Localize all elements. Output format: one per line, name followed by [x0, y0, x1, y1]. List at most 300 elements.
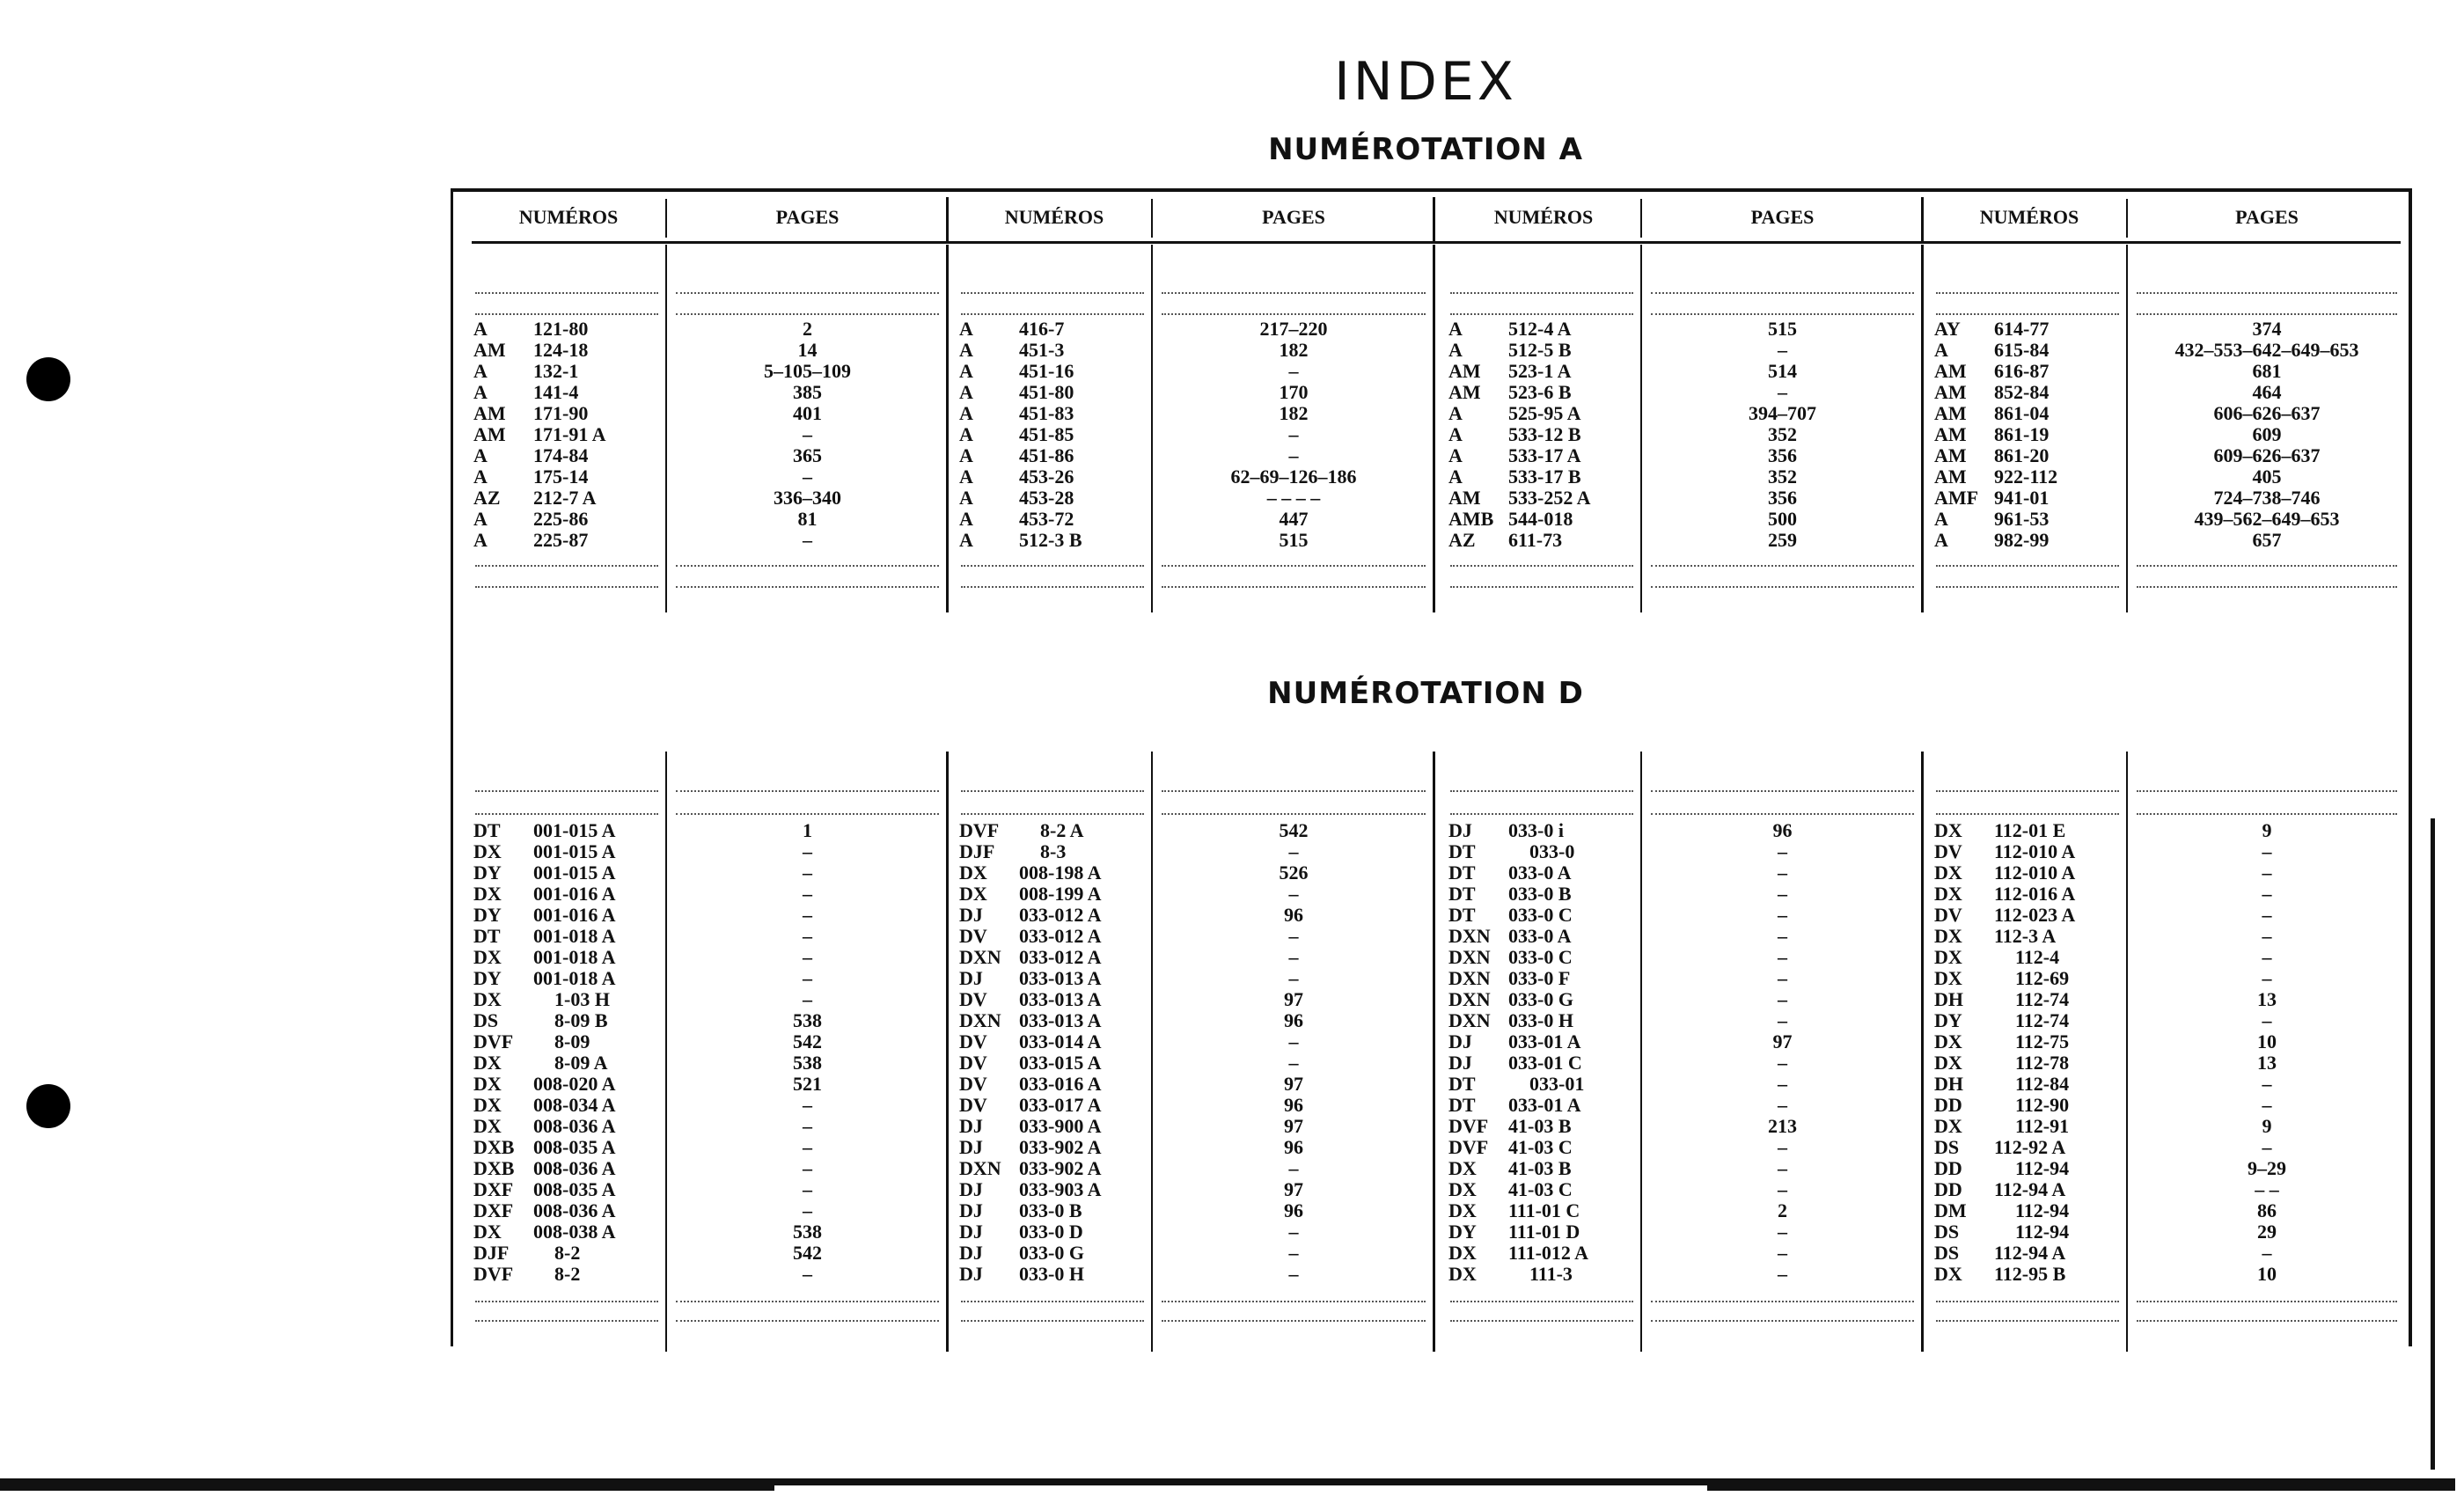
entry-number: 112-3 A [1994, 925, 2057, 947]
header-separator [1921, 197, 1924, 241]
entry-pages: 29 [2257, 1221, 2277, 1243]
entry-prefix: A [1448, 466, 1463, 488]
entry-number: 1-03 H [554, 988, 610, 1010]
entry-number: 533-252 A [1508, 487, 1591, 509]
index-entry [473, 509, 667, 530]
entry-pages: – [1778, 1009, 1787, 1031]
entry-prefix: A [959, 360, 973, 382]
index-entry [1448, 1116, 1642, 1137]
entry-prefix: DX [1934, 967, 1962, 989]
entry-number: 8-2 A [1040, 819, 1084, 841]
entry-pages: – [2262, 946, 2272, 968]
entry-pages: – [803, 967, 812, 989]
index-entry [473, 1179, 667, 1200]
entry-prefix: AM [1448, 487, 1481, 509]
dotted-rule [475, 292, 658, 294]
index-entry [1934, 989, 2128, 1010]
column-rule [946, 245, 949, 612]
entry-pages: 405 [2252, 466, 2282, 488]
index-entry [1934, 488, 2128, 509]
entry-number: 033-900 A [1019, 1115, 1102, 1137]
entry-prefix: DX [1934, 946, 1962, 968]
entry-number: 112-75 [2015, 1030, 2070, 1052]
entry-number: 451-80 [1019, 381, 1074, 403]
index-entry [473, 445, 667, 466]
entry-pages: 356 [1768, 444, 1797, 466]
entry-prefix: DX [473, 1221, 502, 1243]
entry-pages: 97 [1284, 1073, 1303, 1095]
dotted-rule [1162, 292, 1426, 294]
entry-number: 453-72 [1019, 508, 1074, 530]
entry-pages: 97 [1772, 1030, 1793, 1052]
entry-prefix: DX [959, 883, 987, 905]
entry-number: 112-016 A [1994, 883, 2076, 905]
entry-pages: – [1778, 1263, 1787, 1285]
index-entry [959, 424, 1153, 445]
entry-number: 8-09 [554, 1030, 590, 1052]
entry-prefix: DXN [959, 1009, 1001, 1031]
entry-prefix: A [959, 487, 973, 509]
index-entry [473, 340, 667, 361]
index-entry [959, 1010, 1153, 1031]
index-entry [1448, 382, 1642, 403]
entry-pages: 9 [2262, 819, 2272, 841]
entry-pages: – [2262, 925, 2272, 947]
entry-number: 961-53 [1994, 508, 2050, 530]
dotted-rule [1936, 292, 2119, 294]
index-entry [473, 1158, 667, 1179]
dotted-rule [2137, 790, 2397, 792]
entry-prefix: DXN [1448, 988, 1491, 1010]
index-entry [959, 340, 1153, 361]
entry-pages: – [803, 925, 812, 947]
entry-number: 512-3 B [1019, 529, 1082, 551]
entry-pages: 374 [2252, 318, 2282, 340]
index-entry [473, 1137, 667, 1158]
entry-pages: – [1778, 1178, 1787, 1200]
entry-prefix: DJ [959, 1178, 983, 1200]
entry-number: 033-015 A [1019, 1052, 1102, 1074]
entry-number: 033-01 C [1508, 1052, 1582, 1074]
entry-number: 451-86 [1019, 444, 1074, 466]
entry-pages: – – [2255, 1178, 2279, 1200]
entry-prefix: DY [473, 862, 502, 884]
entry-pages: – [1778, 1157, 1787, 1179]
entry-prefix: DJ [959, 1221, 983, 1243]
entry-number: 033-01 [1529, 1073, 1585, 1095]
entry-prefix: DD [1934, 1094, 1962, 1116]
entry-number: 112-94 A [1994, 1242, 2066, 1264]
entry-pages: – [1778, 339, 1787, 361]
index-entry [1448, 862, 1642, 884]
entry-pages: – [1288, 423, 1299, 445]
index-entry [959, 509, 1153, 530]
entry-prefix: DV [959, 1030, 987, 1052]
entry-prefix: AY [1934, 318, 1961, 340]
entry-number: 171-91 A [533, 423, 606, 445]
column-rule [1921, 752, 1924, 1352]
entry-prefix: DM [1934, 1199, 1967, 1221]
entry-pages: – [1288, 360, 1299, 382]
entry-pages: 5–105–109 [764, 360, 851, 382]
entry-prefix: DV [959, 1073, 987, 1095]
column-header-pages: PAGES [775, 206, 840, 228]
entry-pages: 606–626–637 [2213, 402, 2321, 424]
binder-hole [26, 357, 70, 401]
index-entry [1448, 1031, 1642, 1052]
entry-number: 112-94 A [1994, 1178, 2066, 1200]
entry-prefix: DT [1448, 1094, 1476, 1116]
entry-number: 544-018 [1508, 508, 1573, 530]
entry-pages: 352 [1768, 466, 1797, 488]
index-entry [1448, 1200, 1642, 1221]
dotted-rule [1651, 292, 1914, 294]
header-separator [1433, 197, 1435, 241]
index-entry [1448, 340, 1642, 361]
entry-number: 8-2 [554, 1242, 581, 1264]
entry-number: 861-20 [1994, 444, 2050, 466]
dotted-rule [1651, 790, 1914, 792]
entry-pages: 2 [1778, 1199, 1787, 1221]
dotted-rule [1651, 565, 1914, 567]
dotted-rule [961, 790, 1144, 792]
entry-prefix: A [959, 508, 973, 530]
entry-prefix: A [959, 529, 973, 551]
dotted-rule [1162, 313, 1426, 315]
dotted-rule [475, 813, 658, 815]
index-entry [473, 947, 667, 968]
index-entry [959, 820, 1153, 841]
entry-number: 8-09 A [554, 1052, 608, 1074]
index-entry [473, 926, 667, 947]
entry-prefix: AM [473, 339, 506, 361]
index-entry [959, 841, 1153, 862]
entry-pages: – [803, 840, 812, 862]
entry-prefix: A [1448, 318, 1463, 340]
dotted-rule [475, 586, 658, 588]
dotted-rule [1936, 1320, 2119, 1322]
index-entry [959, 403, 1153, 424]
index-entry [959, 1095, 1153, 1116]
entry-number: 033-0 G [1508, 988, 1573, 1010]
entry-number: 033-01 A [1508, 1094, 1581, 1116]
entry-prefix: A [473, 444, 488, 466]
index-entry [959, 1116, 1153, 1137]
index-entry [473, 968, 667, 989]
index-entry [1448, 1179, 1642, 1200]
entry-number: 033-0 C [1508, 946, 1573, 968]
index-entry [959, 926, 1153, 947]
entry-pages: 213 [1768, 1115, 1797, 1137]
dotted-rule [1450, 813, 1633, 815]
entry-prefix: AZ [473, 487, 501, 509]
index-entry [1934, 926, 2128, 947]
index-entry [1448, 1158, 1642, 1179]
dotted-rule [1162, 790, 1426, 792]
entry-pages: 96 [1772, 819, 1793, 841]
entry-pages: 1 [803, 819, 812, 841]
entry-prefix: DXN [1448, 967, 1491, 989]
entry-number: 033-902 A [1019, 1136, 1102, 1158]
index-entry [1448, 403, 1642, 424]
entry-prefix: DJ [959, 1199, 983, 1221]
entry-prefix: AM [1934, 360, 1967, 382]
index-entry [1934, 1010, 2128, 1031]
entry-prefix: DH [1934, 1073, 1963, 1095]
entry-number: 001-015 A [533, 840, 616, 862]
entry-prefix: A [473, 381, 488, 403]
index-entry [473, 361, 667, 382]
index-entry [1934, 968, 2128, 989]
index-entry [1934, 1074, 2128, 1095]
entry-number: 111-01 C [1508, 1199, 1580, 1221]
index-entry [1448, 319, 1642, 340]
entry-pages: – [2262, 1009, 2272, 1031]
dotted-rule [2137, 586, 2397, 588]
dotted-rule [2137, 565, 2397, 567]
entry-prefix: DD [1934, 1157, 1962, 1179]
index-entry [1934, 1052, 2128, 1074]
entry-number: 008-036 A [533, 1115, 616, 1137]
dotted-rule [2137, 813, 2397, 815]
dotted-rule [2137, 1301, 2397, 1302]
entry-prefix: DV [959, 925, 987, 947]
entry-pages: 97 [1284, 988, 1303, 1010]
entry-pages: 657 [2252, 529, 2282, 551]
entry-prefix: DJ [959, 1263, 983, 1285]
entry-number: 112-010 A [1994, 840, 2076, 862]
index-entry [1448, 1264, 1642, 1285]
dotted-rule [1450, 565, 1633, 567]
dotted-rule [1651, 1301, 1914, 1302]
entry-number: 533-17 B [1508, 466, 1581, 488]
entry-pages: – [803, 883, 812, 905]
entry-number: 41-03 C [1508, 1178, 1573, 1200]
section-a-title: NUMÉROTATION A [1268, 132, 1583, 167]
entry-pages: 259 [1768, 529, 1797, 551]
entry-prefix: DJ [1448, 1052, 1472, 1074]
index-entry [1934, 1264, 2128, 1285]
entry-pages: – [2262, 1136, 2272, 1158]
dotted-rule [1651, 1320, 1914, 1322]
entry-number: 533-17 A [1508, 444, 1581, 466]
dotted-rule [2137, 292, 2397, 294]
entry-pages: 13 [2257, 1052, 2277, 1074]
entry-number: 861-19 [1994, 423, 2050, 445]
index-entry [1934, 530, 2128, 551]
entry-pages: 14 [797, 339, 818, 361]
index-entry [1934, 1116, 2128, 1137]
column-header-pages: PAGES [2235, 206, 2299, 228]
entry-prefix: DX [1448, 1178, 1477, 1200]
dotted-rule [1450, 586, 1633, 588]
entry-number: 8-3 [1040, 840, 1067, 862]
entry-prefix: DT [1448, 862, 1476, 884]
entry-prefix: DY [473, 904, 502, 926]
dotted-rule [475, 1301, 658, 1302]
entry-number: 001-016 A [533, 904, 616, 926]
dotted-rule [1651, 813, 1914, 815]
entry-pages: 96 [1284, 1136, 1303, 1158]
entry-number: 512-5 B [1508, 339, 1572, 361]
entry-prefix: DX [473, 883, 502, 905]
entry-number: 033-013 A [1019, 967, 1102, 989]
index-entry [1934, 382, 2128, 403]
dotted-rule [961, 292, 1144, 294]
entry-number: 124-18 [533, 339, 589, 361]
entry-prefix: DXF [473, 1199, 514, 1221]
entry-prefix: AM [1448, 360, 1481, 382]
entry-pages: 609 [2252, 423, 2282, 445]
entry-pages: – [1778, 967, 1787, 989]
entry-pages: – [1778, 883, 1787, 905]
entry-pages: – [1778, 1052, 1787, 1074]
entry-pages: 81 [797, 508, 818, 530]
entry-number: 8-09 B [554, 1009, 608, 1031]
entry-pages: 439–562–649–653 [2194, 508, 2340, 530]
entry-pages: – [803, 1094, 812, 1116]
entry-prefix: DXN [1448, 925, 1491, 947]
entry-prefix: DXN [1448, 946, 1491, 968]
entry-prefix: A [473, 318, 488, 340]
entry-pages: – [2262, 862, 2272, 884]
entry-number: 453-26 [1019, 466, 1074, 488]
entry-prefix: DX [1448, 1242, 1477, 1264]
entry-number: 121-80 [533, 318, 589, 340]
entry-pages: – [1288, 883, 1299, 905]
dotted-rule [961, 565, 1144, 567]
entry-number: 001-018 A [533, 925, 616, 947]
entry-number: 033-014 A [1019, 1030, 1102, 1052]
entry-number: 922-112 [1994, 466, 2058, 488]
entry-pages: – [1778, 1073, 1787, 1095]
index-entry [1448, 1243, 1642, 1264]
dotted-rule [475, 1320, 658, 1322]
index-entry [1448, 947, 1642, 968]
entry-prefix: A [1934, 508, 1948, 530]
dotted-rule [676, 313, 939, 315]
index-entry [473, 382, 667, 403]
index-entry [959, 1221, 1153, 1243]
entry-number: 001-018 A [533, 967, 616, 989]
entry-number: 512-4 A [1508, 318, 1572, 340]
entry-prefix: DT [1448, 1073, 1476, 1095]
entry-number: 008-198 A [1019, 862, 1102, 884]
entry-pages: 182 [1279, 402, 1309, 424]
entry-prefix: A [1448, 402, 1463, 424]
entry-pages: 609–626–637 [2213, 444, 2321, 466]
entry-number: 033-012 A [1019, 904, 1102, 926]
dotted-rule [1651, 313, 1914, 315]
entry-prefix: A [959, 381, 973, 403]
entry-number: 008-034 A [533, 1094, 616, 1116]
index-entry [473, 1221, 667, 1243]
index-entry [1448, 1095, 1642, 1116]
entry-prefix: DXF [473, 1178, 514, 1200]
entry-number: 111-012 A [1508, 1242, 1589, 1264]
dotted-rule [676, 1320, 939, 1322]
index-entry [959, 466, 1153, 488]
dotted-rule [961, 586, 1144, 588]
entry-prefix: DXB [473, 1157, 515, 1179]
entry-number: 112-69 [2015, 967, 2070, 989]
entry-pages: – [803, 946, 812, 968]
dotted-rule [1936, 565, 2119, 567]
column-header-pages: PAGES [1750, 206, 1815, 228]
entry-pages: – [2262, 904, 2272, 926]
index-entry [1448, 361, 1642, 382]
index-entry [1934, 947, 2128, 968]
index-entry [1934, 1243, 2128, 1264]
entry-number: 008-035 A [533, 1136, 616, 1158]
entry-number: 008-199 A [1019, 883, 1102, 905]
index-entry [1934, 403, 2128, 424]
index-entry [473, 403, 667, 424]
entry-number: 112-91 [2015, 1115, 2070, 1137]
entry-number: 033-016 A [1019, 1073, 1102, 1095]
entry-pages: – [2262, 1242, 2272, 1264]
entry-pages: 182 [1279, 339, 1309, 361]
entry-number: 008-036 A [533, 1157, 616, 1179]
index-entry [1934, 820, 2128, 841]
index-entry [1934, 466, 2128, 488]
entry-pages: 10 [2257, 1030, 2277, 1052]
index-entry [473, 905, 667, 926]
index-entry [1934, 1095, 2128, 1116]
index-entry [1448, 509, 1642, 530]
entry-pages: – [803, 1136, 812, 1158]
dotted-rule [475, 565, 658, 567]
index-entry [959, 884, 1153, 905]
index-entry [1448, 968, 1642, 989]
entry-prefix: DJ [959, 904, 983, 926]
entry-pages: 681 [2252, 360, 2282, 382]
index-entry [959, 361, 1153, 382]
entry-number: 033-013 A [1019, 1009, 1102, 1031]
entry-pages: – [803, 1115, 812, 1137]
index-entry [959, 1074, 1153, 1095]
header-separator [665, 199, 667, 238]
entry-prefix: A [473, 466, 488, 488]
entry-pages: 96 [1284, 1009, 1303, 1031]
entry-prefix: AM [1448, 381, 1481, 403]
entry-pages: – [803, 1178, 812, 1200]
entry-pages: – [803, 466, 812, 488]
entry-prefix: DY [473, 967, 502, 989]
entry-number: 033-0 H [1508, 1009, 1573, 1031]
index-entry [959, 905, 1153, 926]
entry-prefix: DVF [473, 1263, 514, 1285]
entry-prefix: DXN [1448, 1009, 1491, 1031]
entry-number: 033-013 A [1019, 988, 1102, 1010]
dotted-rule [1450, 1301, 1633, 1302]
entry-number: 451-85 [1019, 423, 1074, 445]
entry-number: 132-1 [533, 360, 579, 382]
entry-prefix: DJ [959, 967, 983, 989]
entry-pages: – [803, 988, 812, 1010]
dotted-rule [676, 1301, 939, 1302]
dotted-rule [1936, 313, 2119, 315]
entry-number: 112-74 [2015, 988, 2070, 1010]
index-entry [959, 445, 1153, 466]
entry-number: 033-0 B [1019, 1199, 1082, 1221]
entry-pages: 447 [1279, 508, 1309, 530]
index-entry [1448, 530, 1642, 551]
entry-pages: – [1288, 946, 1299, 968]
entry-number: 033-903 A [1019, 1178, 1102, 1200]
entry-pages: – [1288, 1263, 1299, 1285]
entry-number: 033-902 A [1019, 1157, 1102, 1179]
